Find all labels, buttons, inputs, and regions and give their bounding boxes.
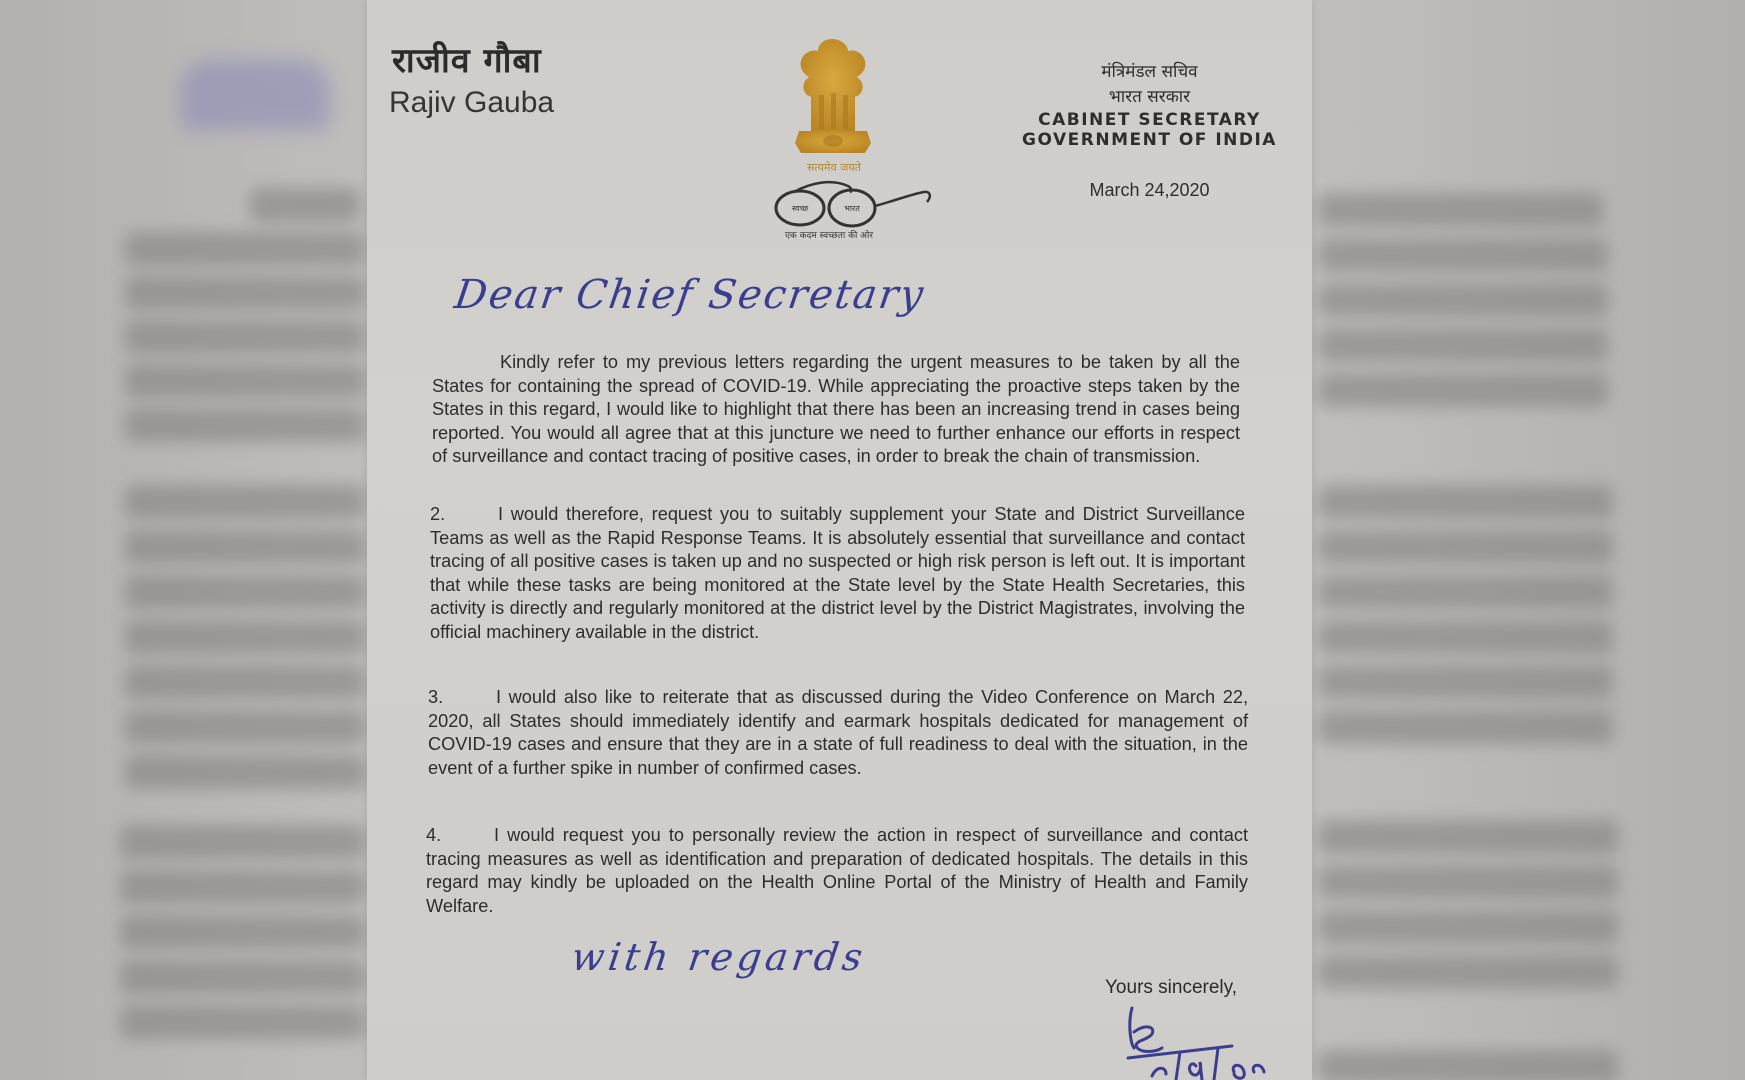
blurred-signature	[180, 60, 330, 130]
swachh-bharat-tagline: एक कदम स्वच्छता की ओर	[784, 231, 874, 241]
paragraph-text: I would request you to personally review the action in respect of surveillance and contact tracing measures as well as identification and preparation of dedicated hospitals. The details in this regard may kindly be uploaded on the Health Online Portal of the Ministry of Health and Family Welfare.	[426, 825, 1248, 916]
designation-english-1: CABINET SECRETARY	[1038, 110, 1261, 130]
paragraph-2	[430, 503, 1245, 644]
paragraph-text: I would also like to reiterate that as discussed during the Video Conference on March 22, 2020, all States should immediately identify and earmark hospitals dedicated for management of COVID-19 cases and ensure that they are in a state of full readiness to deal with the situation, in the event of a further spike in number of confirmed cases.	[428, 687, 1248, 778]
paragraph-number: 3.	[428, 687, 444, 707]
paragraph-text: I would therefore, request you to suitably supplement your State and District Surveillance Teams as well as the Rapid Response Teams. It is absolutely essential that surveillance and contact tracing of all positive cases is taken up and no suspected or high risk person is left out. It is important that while these tasks are being monitored at the State level by the State Health Secretaries, this activity is directly and regularly monitored at the district level by the District Magistrates, involving the official machinery available in the district.	[430, 504, 1245, 642]
paragraph-3	[428, 686, 1248, 780]
letter-date: March 24,2020	[1089, 180, 1210, 200]
signature-icon	[1122, 1002, 1302, 1080]
sender-name-hindi: राजीव गौबा	[392, 41, 542, 81]
paragraph-number: 4.	[426, 825, 442, 845]
emblem-motto: सत्यमेव जयते	[806, 161, 861, 174]
paragraph-text: Kindly refer to my previous letters regarding the urgent measures to be taken by all the States for containing the spread of COVID-19. While appreciating the proactive steps taken by the States in this regard, I would like to highlight that there has been an increasing trend in cases being reported. You would all agree that at this juncture we need to further enhance our efforts in respect of surveillance and contact tracing of positive cases, in order to break the chain of transmission.	[432, 352, 1240, 466]
paragraph-1	[432, 351, 1240, 469]
handwritten-regards: with regards	[568, 935, 870, 979]
paragraph-4	[426, 824, 1248, 918]
paragraph-number: 2.	[430, 504, 446, 524]
designation-block	[1017, 60, 1282, 201]
letter-document	[367, 0, 1312, 1080]
sender-name-english: Rajiv Gauba	[389, 86, 555, 119]
swachh-text: स्वच्छ	[791, 204, 809, 213]
bharat-text: भारत	[844, 204, 860, 213]
closing-text: Yours sincerely,	[1105, 977, 1238, 998]
handwritten-salutation: Dear Chief Secretary	[451, 272, 928, 318]
designation-english-2: GOVERNMENT OF INDIA	[1022, 130, 1277, 150]
state-emblem-icon	[785, 33, 880, 168]
designation-hindi-1: मंत्रिमंडल सचिव	[1101, 62, 1198, 82]
designation-hindi-2: भारत सरकार	[1108, 87, 1191, 107]
